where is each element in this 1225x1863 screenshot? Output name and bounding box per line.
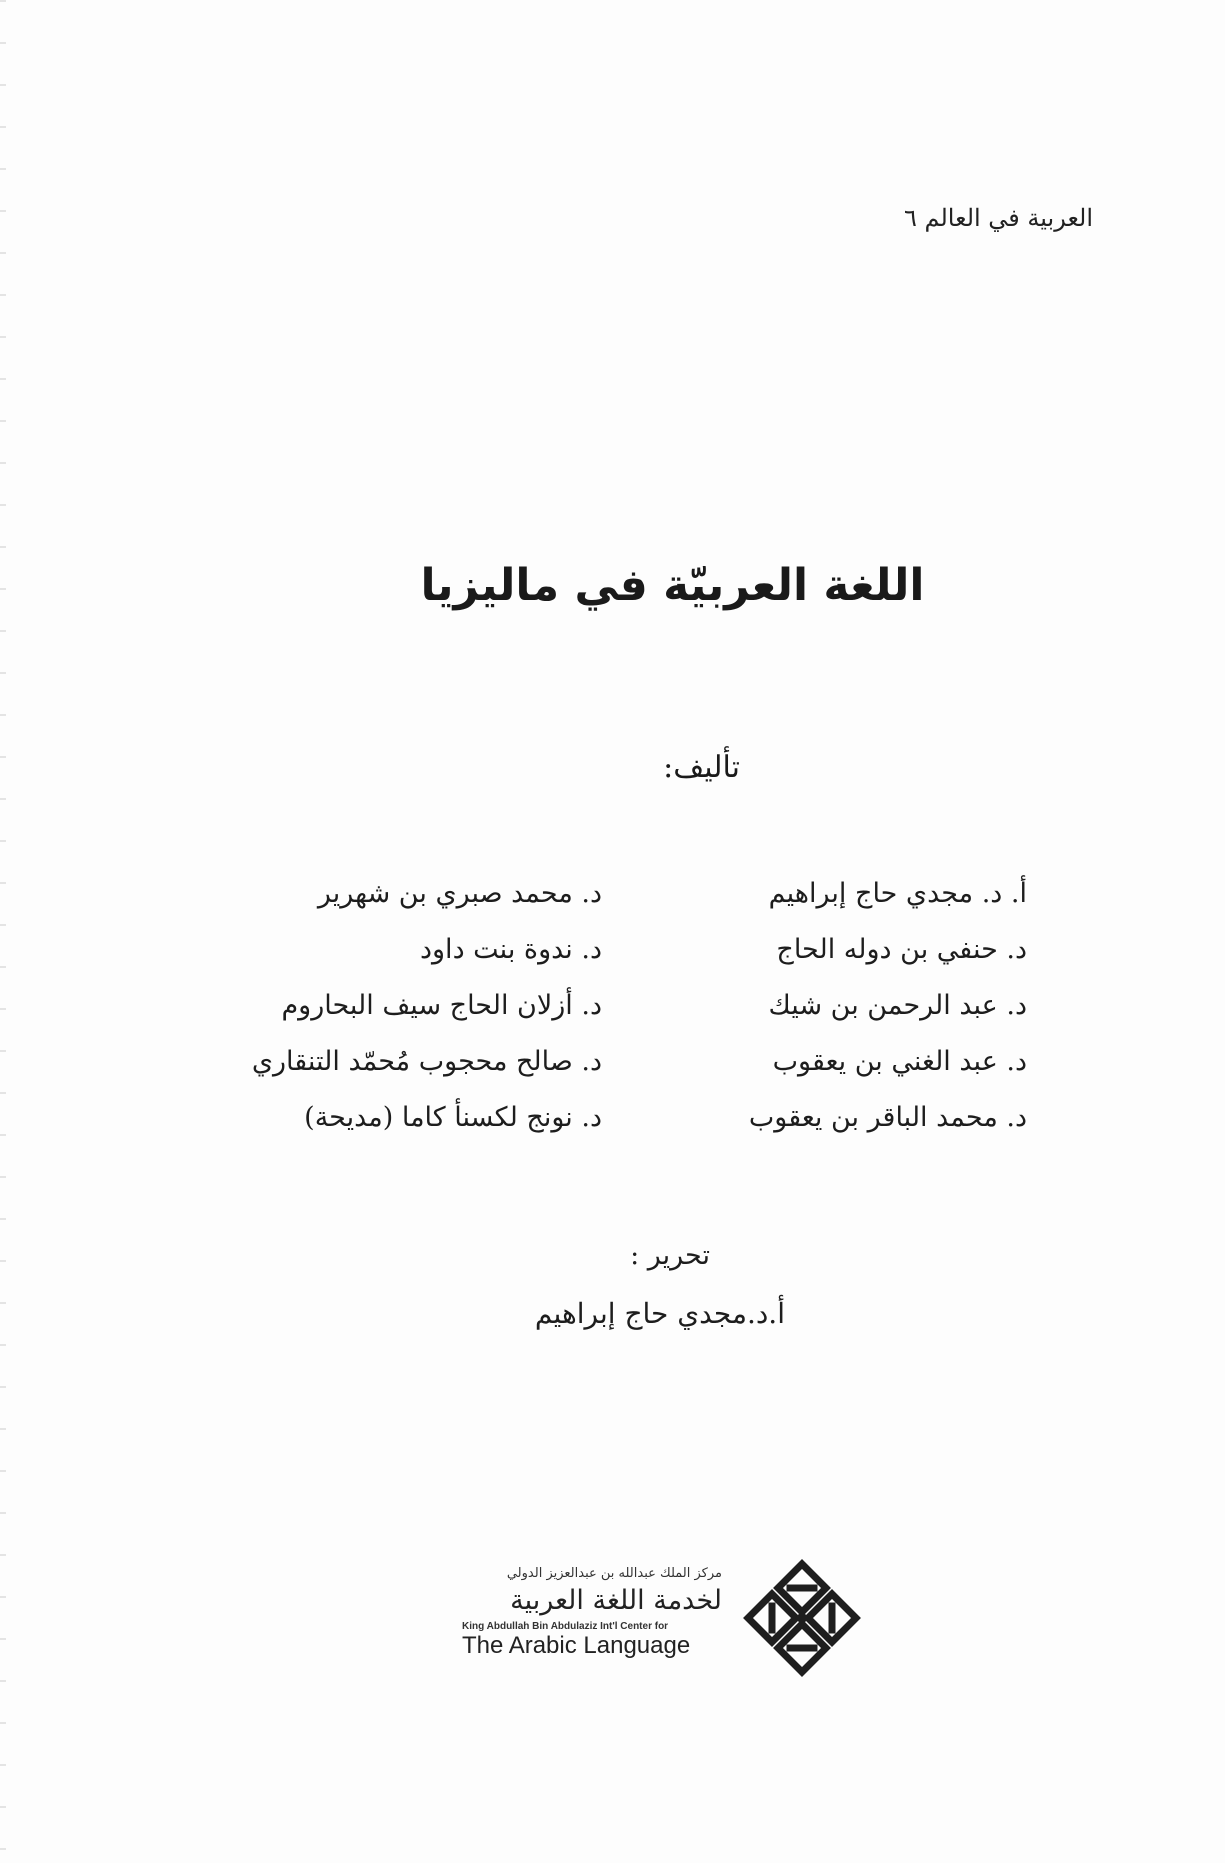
author-name: د. محمد الباقر بن يعقوب [748, 1102, 1027, 1133]
author-name: د. حنفي بن دوله الحاج [776, 934, 1027, 965]
author-name: أ. د. مجدي حاج إبراهيم [768, 878, 1027, 909]
page-binding-edge [0, 0, 6, 1863]
authors-left-column [182, 866, 602, 1146]
book-title [0, 560, 1225, 611]
author-name: د. عبد الرحمن بن شيك [768, 990, 1027, 1021]
publisher-name-en-line1: King Abdullah Bin Abdulaziz Int'l Center for [462, 1621, 669, 1632]
publisher-name [462, 1566, 722, 1660]
authors-right-column [707, 866, 1027, 1146]
author-name: د. محمد صبري بن شهرير [317, 878, 602, 909]
series-title: العربية في العالم ٦ [904, 204, 1093, 232]
author-name: د. صالح محجوب مُحمّد التنقاري [251, 1046, 602, 1077]
author-name: د. عبد الغني بن يعقوب [772, 1046, 1027, 1077]
authorship-label: تأليف: [663, 750, 740, 785]
editing-label: تحرير : [630, 1240, 710, 1271]
kaica-calligraphy-logo-icon [742, 1558, 862, 1678]
editor-name: أ.د.مجدي حاج إبراهيم [534, 1297, 785, 1330]
author-name: د. ندوة بنت داود [420, 934, 602, 965]
author-name: د. نونج لكسنأ كاما (مديحة) [304, 1102, 602, 1133]
book-title-text: اللغة العربيّة في ماليزيا [420, 560, 925, 611]
publisher-name-ar-line2: لخدمة اللغة العربية [510, 1585, 722, 1616]
author-name: د. أزلان الحاج سيف البحاروم [281, 990, 602, 1021]
publisher-name-ar-line1: مركز الملك عبدالله بن عبدالعزيز الدولي [506, 1566, 722, 1581]
publisher-logo [462, 1558, 862, 1708]
publisher-name-en-line2: The Arabic Language [462, 1632, 691, 1659]
